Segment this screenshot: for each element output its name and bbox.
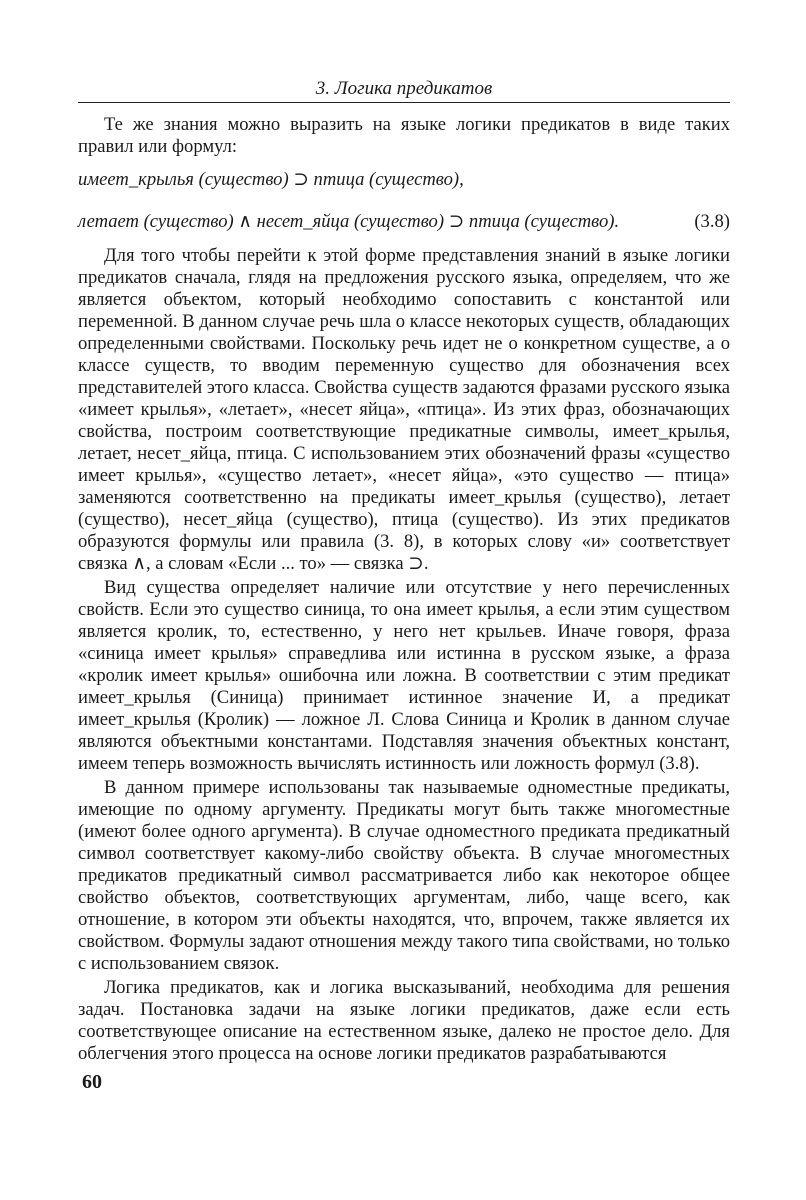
paragraph-2: Вид существа определяет наличие или отсутствие у него перечисленных свойств. Если это существо синица, то она имеет крылья, а если этим существом является кролик, то, естественно, у него нет крыльев. Иначе говоря, фраза «синица имеет крылья» справедлива или истинна в русском языке, а фраза «кролик имеет крылья» ошибочна или ложна. В соответствии с этим предикат имеет_крылья (Синица) принимает истинное значение И, а предикат имеет_крылья (Кролик) — ложное Л. Слова Синица и Кролик в данном случае являются объектными константами. Подставляя значения объектных констант, имеем теперь возможность вычислять истинность или ложность формул (3.8). <box>78 577 730 774</box>
paragraph-4: Логика предикатов, как и логика высказываний, необходима для решения задач. Постановка задачи на языке логики предикатов, даже если есть соответствующее описание на естественном языке, далеко не простое дело. Для облегчения этого процесса на основе логики предикатов разрабатываются <box>78 977 730 1064</box>
page-body <box>78 114 730 1065</box>
formula-2: летает (существо) ∧ несет_яйца (существо) ⊃ птица (существо). <box>78 211 620 232</box>
paragraph-1: Для того чтобы перейти к этой форме представления знаний в языке логики предикатов сначала, глядя на предложения русского языка, определяем, что же является объектом, который необходимо сопоставить с константой или переменной. В данном случае речь шла о классе некоторых существ, обладающих определенными свойствами. Поскольку речь идет не о конкретном существе, а о классе существ, то вводим переменную существо для обозначения всех представителей этого класса. Свойства существ задаются фразами русского языка «имеет крылья», «летает», «несет яйца», «птица». Из этих фраз, обозначающих свойства, построим соответствующие предикатные символы, имеет_крылья, летает, несет_яйца, птица. С использованием этих обозначений фразы «существо имеет крылья», «существо летает», «несет яйца», «это существо — птица» заменяются соответственно на предикаты имеет_крылья (существо), летает (существо), несет_яйца (существо), птица (существо). Из этих предикатов образуются формулы или правила (3. 8), в которых слову «и» соответствует связка ∧, а словам «Если ... то» — связка ⊃. <box>78 245 730 574</box>
formula-1: имеет_крылья (существо) ⊃ птица (существо), <box>78 169 464 190</box>
formula-2-line <box>78 211 730 233</box>
intro-paragraph: Те же знания можно выразить на языке логики предикатов в виде таких правил или формул: <box>78 114 730 157</box>
equation-number: (3.8) <box>694 211 730 232</box>
page-number: 60 <box>82 1071 102 1093</box>
paragraph-3: В данном примере использованы так называемые одноместные предикаты, имеющие по одному аргументу. Предикаты могут быть также многоместные (имеют более одного аргумента). В случае одноместного предиката предикатный символ соответствует какому-либо свойству объекта. В случае многоместных предикатов предикатный символ рассматривается либо как некоторое общее свойство объектов, соответствующих аргументам, либо, чаще всего, как отношение, в котором эти объекты находятся, что, впрочем, также является их свойством. Формулы задают отношения между такого типа свойствами, но только с использованием связок. <box>78 777 730 974</box>
running-header: 3. Логика предикатов <box>78 78 730 103</box>
